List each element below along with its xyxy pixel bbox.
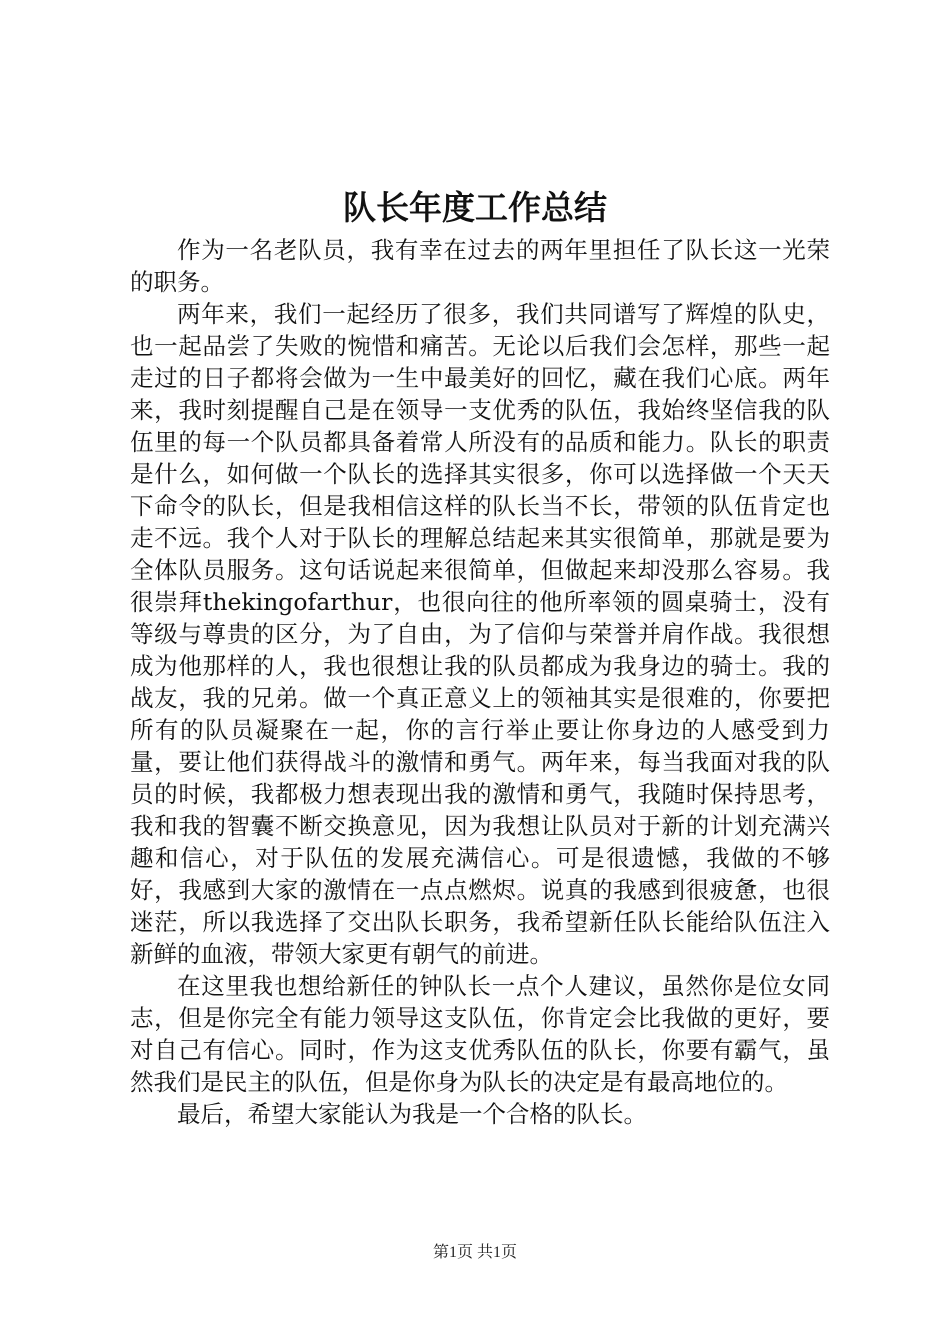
paragraph-2: 两年来，我们一起经历了很多，我们共同谱写了辉煌的队史，也一起品尝了失败的惋惜和痛苦。无论以后我们会怎样，那些一起走过的日子都将会做为一生中最美好的回忆，藏在我们心底。两年来，我时刻提醒自己是在领导一支优秀的队伍，我始终坚信我的队伍里的每一个队员都具备着常人所没有的品质和能力。队长的职责是什么，如何做一个队长的选择其实很多，你可以选择做一个天天下命令的队长，但是我相信这样的队长当不长，带领的队伍肯定也走不远。我个人对于队长的理解总结起来其实很简单，那就是要为全体队员服务。这句话说起来很简单，但做起来却没那么容易。我很崇拜thekingofarthur，也很向往的他所率领的圆桌骑士，没有等级与尊贵的区分，为了自由，为了信仰与荣誉并肩作战。我很想成为他那样的人，我也很想让我的队员都成为我身边的骑士。我的战友，我的兄弟。做一个真正意义上的领袖其实是很难的，你要把所有的队员凝聚在一起，你的言行举止要让你身边的人感受到力量，要让他们获得战斗的激情和勇气。两年来，每当我面对我的队员的时候，我都极力想表现出我的激情和勇气，我随时保持思考，我和我的智囊不断交换意见，因为我想让队员对于新的计划充满兴趣和信心，对于队伍的发展充满信心。可是很遗憾，我做的不够好，我感到大家的激情在一点点燃烬。说真的我感到很疲惫，也很迷茫，所以我选择了交出队长职务，我希望新任队长能给队伍注入新鲜的血液，带领大家更有朝气的前进。: [130, 300, 830, 968]
document-body: [130, 234, 830, 1130]
paragraph-3: 在这里我也想给新任的钟队长一点个人建议，虽然你是位女同志，但是你完全有能力领导这支队伍，你肯定会比我做的更好，要对自己有信心。同时，作为这支优秀队伍的队长，你要有霸气，虽然我们是民主的队伍，但是你身为队长的决定是有最高地位的。: [130, 972, 830, 1096]
page-footer: 第1页 共1页: [432, 1244, 517, 1261]
document-title: 队长年度工作总结: [343, 188, 607, 227]
paragraph-4: 最后，希望大家能认为我是一个合格的队长。: [177, 1100, 647, 1128]
paragraph-1: 作为一名老队员，我有幸在过去的两年里担任了队长这一光荣的职务。: [130, 236, 830, 296]
